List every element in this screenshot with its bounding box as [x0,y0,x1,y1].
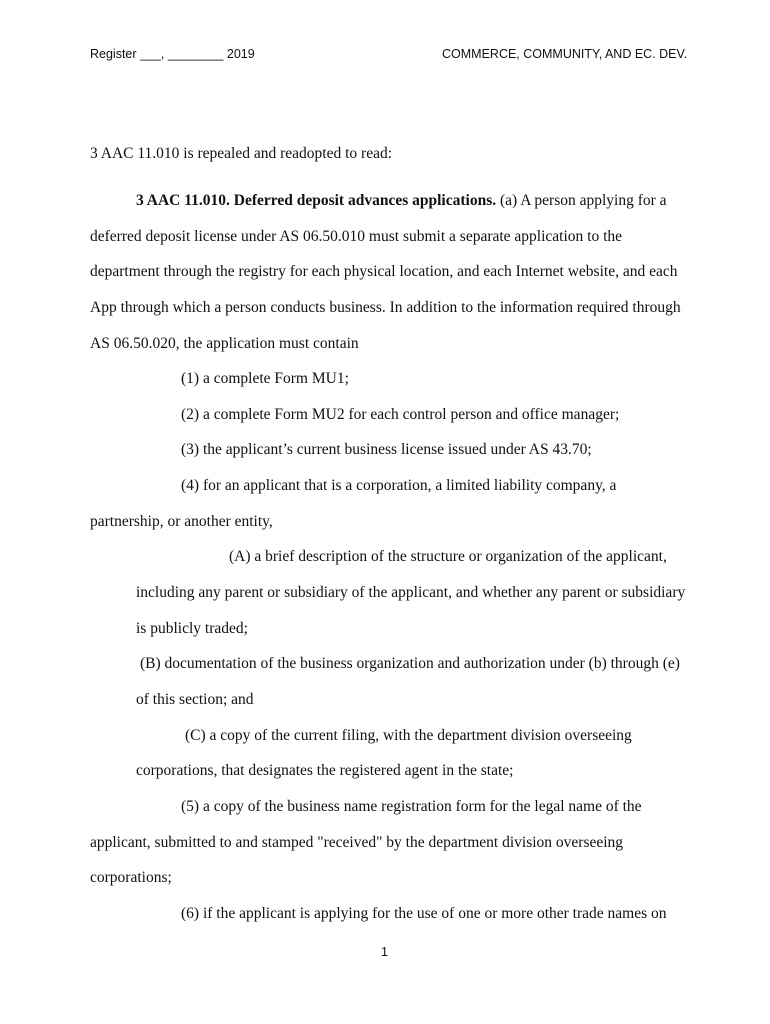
list-item-4-line-1: (4) for an applicant that is a corporation, a limited liability company, a [181,477,617,494]
paragraph-a-text: (a) A person applying for a [496,192,667,209]
paragraph-a-line-3: department through the registry for each physical location, and each Internet website, and each [90,263,678,280]
intro-line: 3 AAC 11.010 is repealed and readopted to read: [90,145,393,162]
page-number: 1 [381,945,388,959]
list-item-4-line-2: partnership, or another entity, [90,513,273,530]
list-item-6-line-1: (6) if the applicant is applying for the use of one or more other trade names on [181,905,667,922]
paragraph-a-line-2: deferred deposit license under AS 06.50.010 must submit a separate application to the [90,228,623,245]
subitem-a-line-2: including any parent or subsidiary of the applicant, and whether any parent or subsidiary [136,584,686,601]
page-header-right: COMMERCE, COMMUNITY, AND EC. DEV. [442,47,688,61]
list-item-3: (3) the applicant’s current business license issued under AS 43.70; [181,441,592,458]
subitem-c-line-2: corporations, that designates the registered agent in the state; [136,762,514,779]
paragraph-a-line-4: App through which a person conducts business. In addition to the information required through [90,299,681,316]
subitem-b-line-2: of this section; and [136,691,254,708]
list-item-5-line-1: (5) a copy of the business name registration form for the legal name of the [181,798,642,815]
subitem-a-line-1: (A) a brief description of the structure or organization of the applicant, [229,548,667,565]
list-item-1: (1) a complete Form MU1; [181,370,349,387]
list-item-5-line-2: applicant, submitted to and stamped "received" by the department division overseeing [90,834,624,851]
page-header-left: Register ___, ________ 2019 [90,47,255,61]
paragraph-a-line-1 [136,191,667,211]
subitem-a-line-3: is publicly traded; [136,620,248,637]
paragraph-a-line-5: AS 06.50.020, the application must contain [90,335,359,352]
list-item-5-line-3: corporations; [90,869,172,886]
subitem-c-line-1: (C) a copy of the current filing, with the department division overseeing [185,727,632,744]
section-title: 3 AAC 11.010. Deferred deposit advances applications. [136,192,497,209]
list-item-2: (2) a complete Form MU2 for each control person and office manager; [181,406,620,423]
subitem-b-line-1: (B) documentation of the business organization and authorization under (b) through (e) [140,655,680,672]
